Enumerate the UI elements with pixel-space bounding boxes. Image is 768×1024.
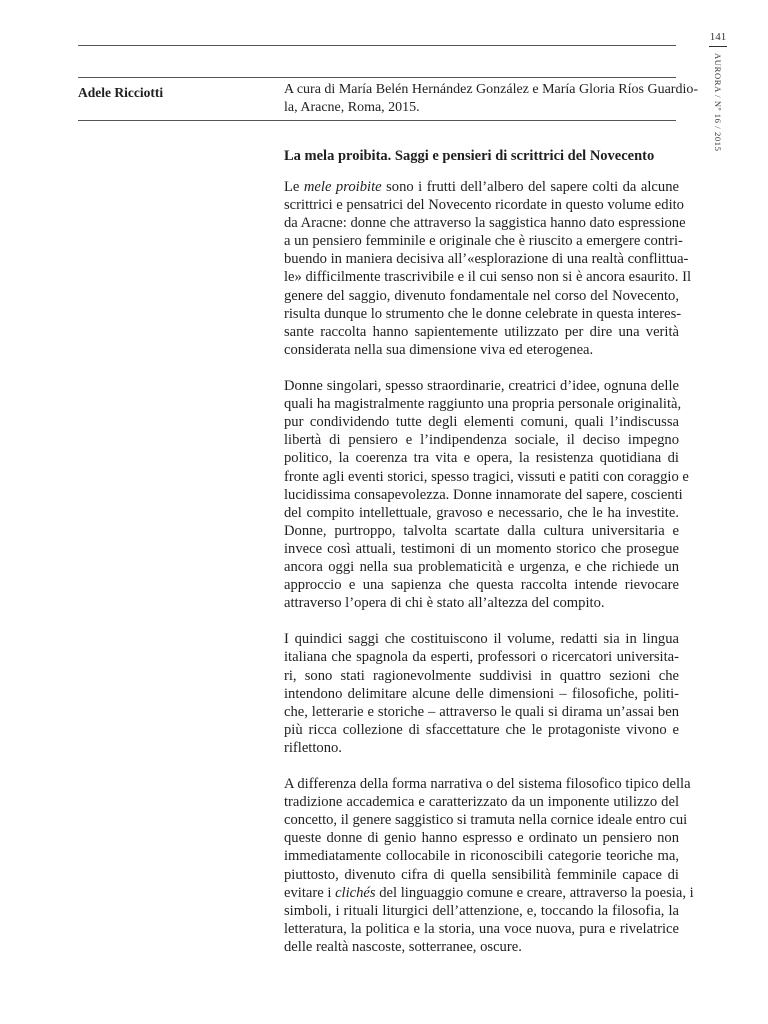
body-line: del compito intellettuale, gravoso e necessario, che le ha investite. <box>284 504 679 521</box>
page-number-rule <box>709 46 727 47</box>
body-line: sante raccolta hanno sapientemente utilizzato per dire una verità <box>284 323 679 340</box>
body-line: le» difficilmente trascrivibile e il cui senso non si è ancora esaurito. Il <box>284 269 692 286</box>
body-line: considerata nella sua dimensione viva ed eterogenea. <box>284 341 594 358</box>
book-curators <box>284 81 699 116</box>
body-line: simboli, i rituali liturgici dell’attenzione, e, toccando la filosofia, la <box>284 902 679 919</box>
body-line: lucidissima consapevolezza. Donne innamorate del sapere, coscienti <box>284 486 683 503</box>
body-line: libertà di pensiero e l’indipendenza sociale, il deciso impegno <box>284 432 679 449</box>
body-line: evitare i clichés del linguaggio comune e creare, attraverso la poesia, i <box>284 884 694 901</box>
body-line: che, letterarie e storiche – attraverso le quali si dirama un’assai ben <box>284 703 679 720</box>
body-paragraph <box>284 775 694 956</box>
body-line: Le mele proibite sono i frutti dell’albero del sapere colti da alcune <box>284 179 679 195</box>
body-line: Donne singolari, spesso straordinarie, creatrici d’idee, ognuna delle <box>284 378 679 395</box>
body-line: letteratura, la politica e la storia, una voce nuova, pura e rivelatrice <box>284 920 679 937</box>
body-line: I quindici saggi che costituiscono il volume, redatti sia in lingua <box>284 631 679 648</box>
body-line: tradizione accademica e caratterizzato da un imponente utilizzo del <box>284 794 679 811</box>
body-line: genere del saggio, divenuto fondamentale nel corso del Novecento, <box>284 287 679 304</box>
body-line: A differenza della forma narrativa o del sistema filosofico tipico della <box>284 776 691 793</box>
body-paragraph <box>284 377 689 612</box>
running-head: AURORA / Nº 16 / 2015 <box>713 53 723 152</box>
body-line: riflettono. <box>284 739 342 756</box>
body-paragraph <box>284 178 692 359</box>
body-line: quali ha magistralmente raggiunto una propria personale originalità, <box>284 396 682 413</box>
body-line: da Aracne: donne che attraverso la saggistica hanno dato espressione <box>284 215 686 232</box>
body-line: fronte agli eventi storici, spesso tragici, vissuti e patiti con coraggio e <box>284 468 689 485</box>
body-line: delle realtà nascoste, sotterranee, oscure. <box>284 938 522 955</box>
page-number: 141 <box>709 31 727 43</box>
header-rule <box>78 77 676 78</box>
body-line: attraverso l’opera di chi è stato all’altezza del compito. <box>284 595 605 612</box>
body-line: approccio e una sapienza che questa raccolta intende rievocare <box>284 577 679 594</box>
header-bottom-rule <box>78 120 676 121</box>
body-line: politico, la coerenza tra vita e opera, la resistenza quotidiana di <box>284 450 679 467</box>
curator-line: A cura di María Belén Hernández González e María Gloria Ríos Guardio- <box>284 82 699 97</box>
body-line: italiana che spagnola da esperti, professori o ricercatori universita- <box>284 649 679 666</box>
body-line: pur condividendo tutte degli elementi comuni, quali l’indiscussa <box>284 414 679 431</box>
body-line: risulta dunque lo strumento che le donne celebrate in questa interes- <box>284 305 682 322</box>
body-line: ri, sono stati ragionevolmente suddivisi in quattro sezioni che <box>284 667 679 684</box>
review-author: Adele Ricciotti <box>78 85 164 100</box>
body-line: scrittrici e pensatrici del Novecento ricordate in questo volume edito <box>284 197 684 214</box>
italic-title: mele proibite <box>303 179 382 195</box>
body-line: più ricca collezione di sfaccettature che le protagoniste vivono e <box>284 721 679 738</box>
body-line: immediatamente collocabile in riconoscibili categorie teoriche ma, <box>284 848 679 865</box>
body-line: invece così attuali, testimoni di un momento storico che prosegue <box>284 540 679 557</box>
top-rule <box>78 45 676 46</box>
body-line: buendo in maniera decisiva all’«esplorazione di una realtà conflittua- <box>284 251 689 268</box>
curator-line: la, Aracne, Roma, 2015. <box>284 99 420 115</box>
book-title: La mela proibita. Saggi e pensieri di scrittrici del Novecento <box>284 148 655 164</box>
body-line: concetto, il genere saggistico si tramuta nella cornice ideale entro cui <box>284 812 688 829</box>
body-paragraph <box>284 630 679 757</box>
body-line: queste donne di genio hanno espresso e ordinato un pensiero non <box>284 830 679 847</box>
body-line: a un pensiero femminile e originale che è riuscito a emergere contri- <box>284 233 683 250</box>
review-body <box>284 178 694 974</box>
body-line: intendono delimitare alcune delle dimensioni – filosofiche, politi- <box>284 685 679 702</box>
italic-word: clichés <box>335 884 376 901</box>
body-line: piuttosto, divenuto cifra di quella sensibilità femminile capace di <box>284 866 679 883</box>
body-line: Donne, purtroppo, talvolta scartate dalla cultura universitaria e <box>284 522 679 539</box>
body-line: ancora oggi nella sua problematicità e urgenza, e che richiede un <box>284 558 679 575</box>
